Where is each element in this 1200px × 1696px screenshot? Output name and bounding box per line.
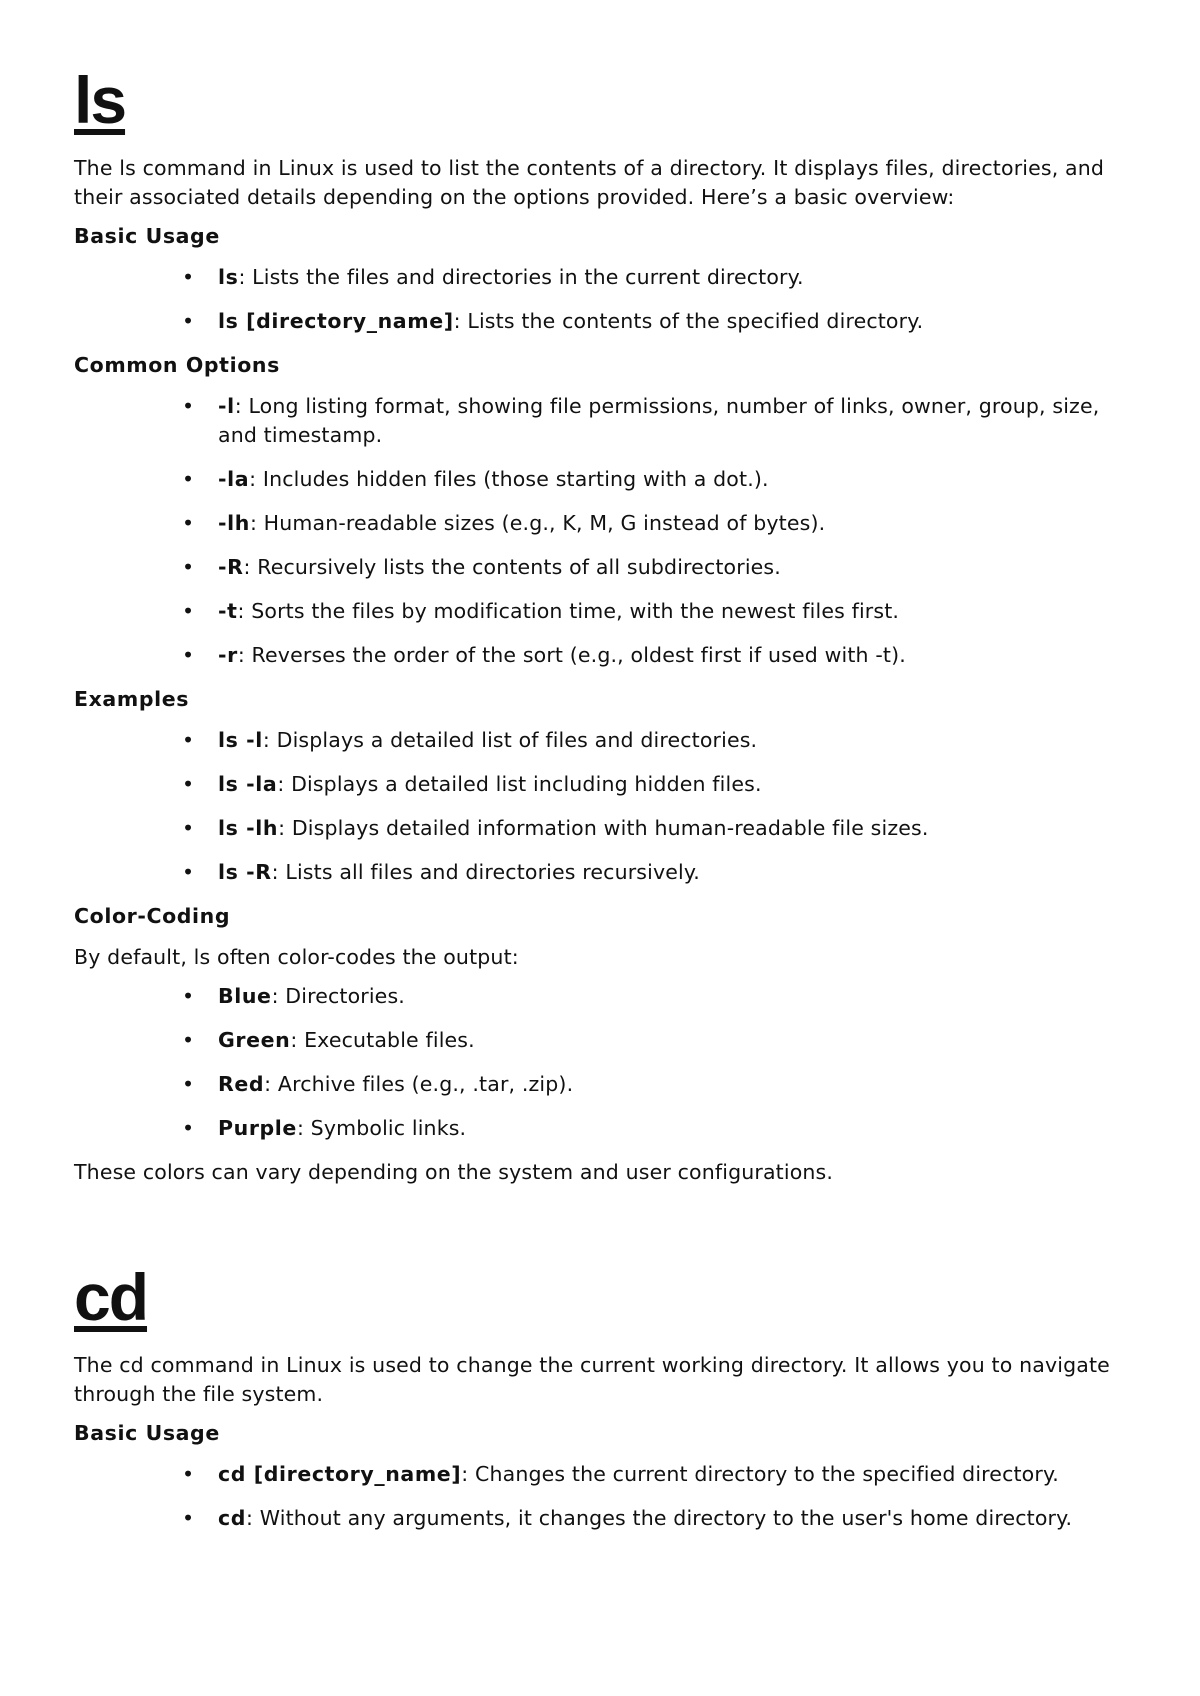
- item-desc: : Lists the files and directories in the current directory.: [238, 265, 804, 289]
- item-term: cd: [218, 1506, 247, 1530]
- item-term: Green: [218, 1028, 291, 1052]
- item-desc: : Symbolic links.: [296, 1116, 467, 1140]
- list-item: [218, 770, 1140, 799]
- list-item: [218, 1460, 1140, 1489]
- list-item: [218, 307, 1140, 336]
- list-item: [218, 1114, 1140, 1143]
- list-item: [218, 982, 1140, 1011]
- list-item: [218, 1026, 1140, 1055]
- cd-intro: The cd command in Linux is used to change the current working directory. It allows you to navigate through the file system.: [74, 1353, 1110, 1406]
- item-desc: : Lists the contents of the specified directory.: [453, 309, 924, 333]
- item-term: Blue: [218, 984, 272, 1008]
- ls-color-coding-intro: By default, ls often color-codes the output:: [74, 945, 519, 969]
- list-item: [218, 1504, 1140, 1533]
- ls-color-coding-note: These colors can vary depending on the system and user configurations.: [74, 1160, 834, 1184]
- item-term: ls -l: [218, 728, 263, 752]
- list-item: [218, 553, 1140, 582]
- ls-common-options-list: [74, 392, 1140, 670]
- item-desc: : Changes the current directory to the specified directory.: [461, 1462, 1059, 1486]
- ls-color-coding-list: [74, 982, 1140, 1143]
- ls-title: ls: [74, 63, 126, 137]
- cd-basic-usage-heading: Basic Usage: [74, 1421, 220, 1445]
- item-desc: : Directories.: [271, 984, 405, 1008]
- list-item: [218, 597, 1140, 626]
- cd-basic-usage-list: [74, 1460, 1140, 1533]
- item-desc: : Archive files (e.g., .tar, .zip).: [264, 1072, 574, 1096]
- item-term: Red: [218, 1072, 265, 1096]
- item-term: ls -R: [218, 860, 272, 884]
- item-desc: : Recursively lists the contents of all subdirectories.: [243, 555, 781, 579]
- item-term: -la: [218, 467, 250, 491]
- item-desc: : Reverses the order of the sort (e.g., oldest first if used with -t).: [237, 643, 906, 667]
- item-term: ls: [218, 265, 239, 289]
- item-desc: : Includes hidden files (those starting with a dot.).: [249, 467, 769, 491]
- ls-color-coding-heading: Color-Coding: [74, 904, 231, 928]
- item-desc: : Human-readable sizes (e.g., K, M, G instead of bytes).: [249, 511, 826, 535]
- ls-common-options-heading: Common Options: [74, 353, 280, 377]
- list-item: [218, 465, 1140, 494]
- item-term: -t: [218, 599, 238, 623]
- item-desc: : Without any arguments, it changes the directory to the user's home directory.: [246, 1506, 1073, 1530]
- ls-examples-heading: Examples: [74, 687, 190, 711]
- item-term: -l: [218, 394, 235, 418]
- item-desc: : Displays a detailed list of files and directories.: [262, 728, 758, 752]
- list-item: [218, 1070, 1140, 1099]
- item-desc: : Long listing format, showing file permissions, number of links, owner, group, size, and timestamp.: [218, 394, 1100, 447]
- list-item: [218, 726, 1140, 755]
- ls-basic-usage-list: [74, 263, 1140, 336]
- item-desc: : Executable files.: [290, 1028, 475, 1052]
- item-term: ls [directory_name]: [218, 309, 454, 333]
- item-desc: : Sorts the files by modification time, with the newest files first.: [237, 599, 900, 623]
- item-term: -r: [218, 643, 238, 667]
- item-term: -R: [218, 555, 244, 579]
- list-item: [218, 641, 1140, 670]
- item-desc: : Lists all files and directories recursively.: [271, 860, 700, 884]
- list-item: [218, 392, 1140, 450]
- item-desc: : Displays a detailed list including hidden files.: [277, 772, 762, 796]
- item-term: ls -la: [218, 772, 278, 796]
- item-term: -lh: [218, 511, 250, 535]
- item-term: cd [directory_name]: [218, 1462, 462, 1486]
- ls-intro: The ls command in Linux is used to list the contents of a directory. It displays files, directories, and their associated details depending on the options provided. Here’s a basic overview:: [74, 156, 1105, 209]
- list-item: [218, 814, 1140, 843]
- list-item: [218, 858, 1140, 887]
- ls-examples-list: [74, 726, 1140, 887]
- item-term: Purple: [218, 1116, 297, 1140]
- item-term: ls -lh: [218, 816, 279, 840]
- cd-title: cd: [74, 1260, 148, 1334]
- section-spacer: [74, 1197, 1140, 1259]
- list-item: [218, 263, 1140, 292]
- item-desc: : Displays detailed information with human-readable file sizes.: [278, 816, 929, 840]
- list-item: [218, 509, 1140, 538]
- ls-basic-usage-heading: Basic Usage: [74, 224, 220, 248]
